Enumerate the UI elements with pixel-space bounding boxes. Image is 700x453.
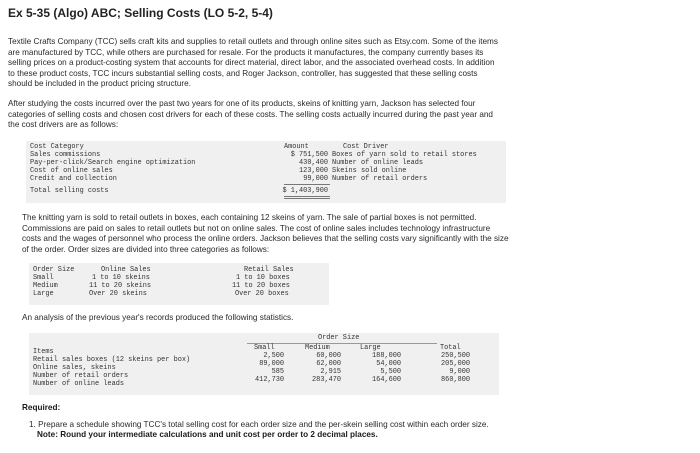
total-cell: 250,500 (441, 352, 470, 360)
cost-category-cell: Pay-per-click/Search engine optimization (30, 159, 196, 167)
medium-cell: 2,915 (320, 368, 341, 376)
cost-category-cell: Sales commissions (30, 151, 101, 159)
selling-cost-table (26, 141, 506, 203)
small-cell: 412,730 (255, 376, 284, 384)
order-size-group-header: Order Size (318, 334, 360, 342)
total-double-rule (284, 198, 330, 199)
small-header: Small (254, 344, 275, 352)
para3-line: Commissions are paid on sales to retail outlets but not on online sales. The cost of online sales includes technology infrastructure (22, 223, 491, 233)
requirement-text: 1. Prepare a schedule showing TCC's total selling cost for each order size and the per-skein selling cost within each order size. (29, 420, 489, 429)
online-sales-header: Online Sales (101, 266, 151, 274)
total-amount: $ 1,403,900 (282, 187, 328, 195)
order-size-cell: Small (33, 274, 54, 282)
retail-sales-header: Retail Sales (244, 266, 294, 274)
cost-driver-cell: Number of retail orders (332, 175, 428, 183)
rounding-note: Note: Round your intermediate calculations and unit cost per order to 2 decimal places. (37, 430, 378, 439)
required-label: Required: (22, 403, 61, 412)
small-cell: 89,000 (259, 360, 284, 368)
intro-paragraph (8, 37, 498, 90)
intro-line: should be included in the product pricing structure. (8, 79, 191, 89)
intro-line: selling prices on a product-costing system that accounts for direct material, direct labor, and the associated overhead costs. In addition (8, 58, 495, 68)
large-header: Large (360, 344, 381, 352)
subtotal-rule (284, 184, 330, 185)
total-header: Total (440, 344, 461, 352)
large-cell: 54,000 (376, 360, 401, 368)
order-size-table (29, 263, 329, 305)
cost-driver-cell: Boxes of yarn sold to retail stores (332, 151, 477, 159)
total-cell: 9,000 (449, 368, 470, 376)
order-size-cell: Large (33, 290, 54, 298)
order-size-cell: Medium (33, 282, 58, 290)
para3-line: The knitting yarn is sold to retail outlets in boxes, each containing 12 skeins of yarn. The sale of partial boxes is not permitted. (22, 213, 477, 222)
amount-header: Amount (284, 143, 309, 151)
para2-line: categories of selling costs and chosen cost drivers for each of these costs. The selling costs actually incurred during the past year and (8, 109, 493, 119)
amount-cell: 430,400 (299, 159, 328, 167)
small-cell: 2,500 (263, 352, 284, 360)
cost-intro-paragraph (8, 99, 493, 131)
items-header: Items (33, 348, 54, 356)
amount-cell: 99,000 (303, 175, 328, 183)
medium-header: Medium (305, 344, 330, 352)
cost-category-header: Cost Category (30, 143, 84, 151)
item-cell: Online sales, skeins (33, 364, 116, 372)
total-double-rule (284, 196, 330, 197)
intro-line: are manufactured by TCC, while others are purchased for resale. For the products it manufactures, the company currently bases its (8, 47, 484, 57)
item-cell: Retail sales boxes (12 skeins per box) (33, 356, 191, 364)
cost-driver-header: Cost Driver (343, 143, 389, 151)
para2-line: the cost drivers are as follows: (8, 120, 119, 130)
amount-cell: $ 751,500 (290, 151, 328, 159)
large-cell: 164,600 (372, 376, 401, 384)
cost-driver-cell: Skeins sold online (332, 167, 407, 175)
order-size-paragraph (22, 213, 509, 255)
para2-line: After studying the costs incurred over the past two years for one of its products, skeins of knitting yarn, Jackson has selected four (8, 99, 476, 108)
order-size-header: Order Size (33, 266, 75, 274)
medium-cell: 62,000 (316, 360, 341, 368)
retail-range-cell: 1 to 10 boxes (236, 274, 290, 282)
item-cell: Number of online leads (33, 380, 124, 388)
para3-line: of the order. Order sizes are divided into three categories as follows: (22, 244, 270, 254)
online-range-cell: Over 20 skeins (89, 290, 147, 298)
online-range-cell: 11 to 20 skeins (89, 282, 152, 290)
large-cell: 5,500 (380, 368, 401, 376)
intro-line: Textile Crafts Company (TCC) sells craft kits and supplies to retail outlets and through online sites such as Etsy.com. Some of the items (8, 37, 498, 46)
large-cell: 188,000 (372, 352, 401, 360)
total-cell: 860,800 (441, 376, 470, 384)
item-cell: Number of retail orders (33, 372, 129, 380)
exercise-title: Ex 5-35 (Algo) ABC; Selling Costs (LO 5-2, 5-4) (8, 6, 273, 20)
total-label: Total selling costs (30, 187, 109, 195)
retail-range-cell: 11 to 20 boxes (232, 282, 290, 290)
cost-category-cell: Credit and collection (30, 175, 117, 183)
small-cell: 585 (271, 368, 284, 376)
cost-category-cell: Cost of online sales (30, 167, 113, 175)
cost-driver-cell: Number of online leads (332, 159, 423, 167)
amount-cell: 123,000 (299, 167, 328, 175)
medium-cell: 60,000 (316, 352, 341, 360)
online-range-cell: 1 to 10 skeins (92, 274, 150, 282)
intro-line: to these product costs, TCC incurs substantial selling costs, and Roger Jackson, controller, has suggested that these selling costs (8, 68, 478, 78)
para3-line: costs and the wages of personnel who process the online orders. Jackson believes that the selling costs vary significantly with the size (22, 234, 509, 244)
medium-cell: 283,470 (312, 376, 341, 384)
retail-range-cell: Over 20 boxes (235, 290, 289, 298)
total-cell: 205,000 (441, 360, 470, 368)
group-header-rule (247, 343, 437, 344)
order-statistics-table (29, 333, 499, 395)
statistics-paragraph: An analysis of the previous year's records produced the following statistics. (22, 313, 294, 322)
